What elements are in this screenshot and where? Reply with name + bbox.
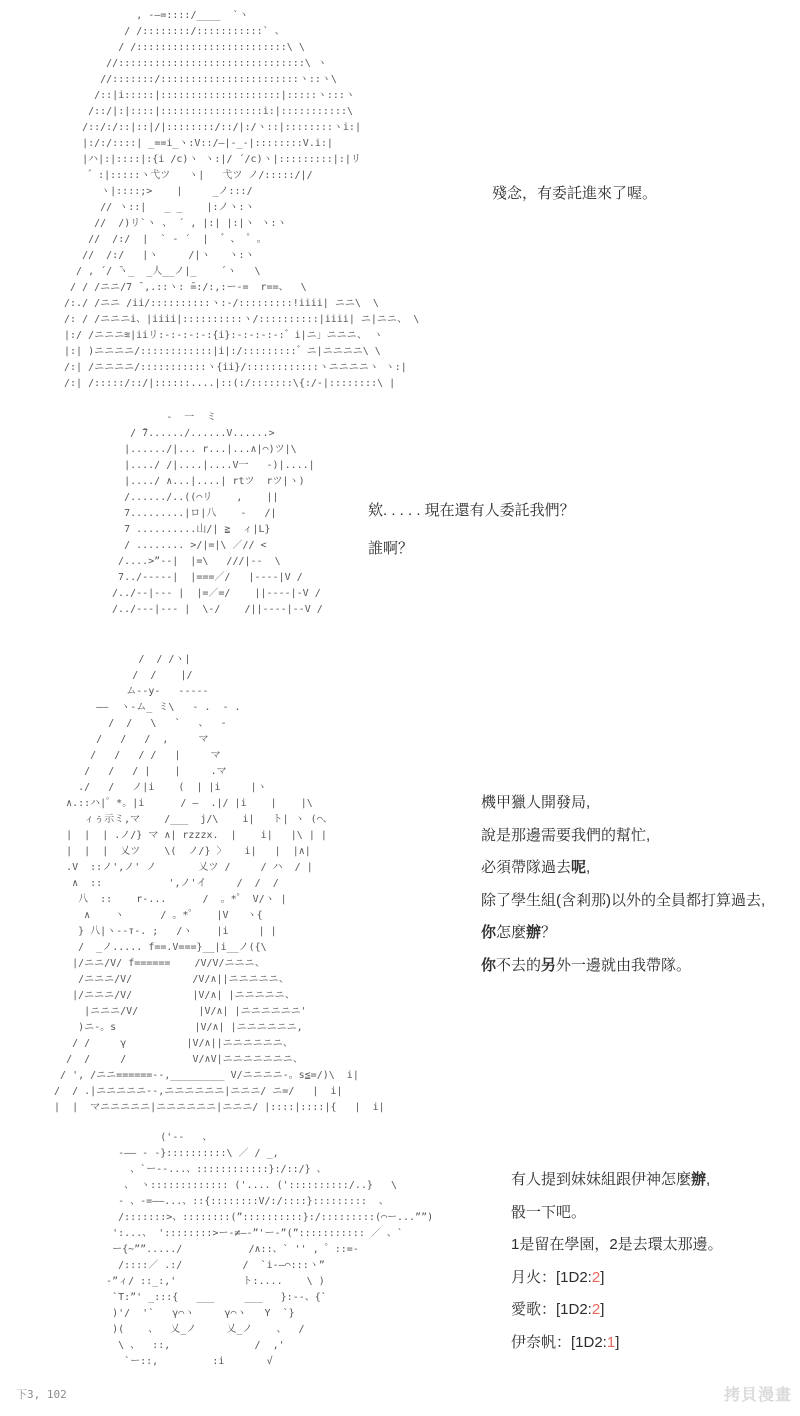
ascii-art-character-beret-girl: , -―=::::/____ `ヽ / /::::::::/:::::::::::` 、 / /:::::::::::::::::::::::::\ \ //:::::::::::::::::::::::::::::::\ ヽ //:::::::/:::::::::::::::::::::::ヽ::ヽ\ /::|i:::::|::::::::::::::::::::|:::::ヽ:::ヽ /::/|:|::::|:::::::::::::::::i:|:::::::::::\ /::/:/::|::|/|::::::::/::/|:/ヽ::|::::::::ヽi:| |:/:/::::| _==i_ヽ:V::/―|-_-|::::::::V.i:| |ハ|:|::::|:{i /c)ヽ ヽ:|/ ´/c)ヽ|:::::::::|:|リ ゛:|:::::ヽ弋ツ ヽ| 弋ツ ノ/:::::/|/ ヽ|::::;> | _ノ:::/ // ヽ::| _ _ |:ノヽ:ヽ // /)リ`ヽ 、 ´ , |:| |:|ヽ ヽ:ヽ // /:/ | ` - ´ | ゛、 ゜。 // /:/ |ヽ /|ヽ ヽ:ヽ / , ´/ ̄ヽ_ _人__ノ|_ ´ヽ \ / / /ニニ/7 ̄ ,.::ヽ: ̄=:/:,:ー-= r==、 \ /:./ /ニニ /ii/::::::::::ヽ:-/:::::::::!iiii| ニニ\ \ /: / /ニニニi、|iiii|::::::::::ヽ/::::::::::|iiii| ニ|ニニ、 \ |:/ /ニニニ≋|iiリ:-:-:-:-:{i}:-:-:-:-:゛i|ニ」ニニニ、 ヽ |:| )ニニニニ/::::::::::::|i|:/:::::::::゛ニ|ニニニニ\ \ /:| /ニニニニ/:::::::::::ヽ{ii}/::::::::::::ヽニニニニヽ ヽ:| /:| /:::::/::/|::::::....|::(:/:::::::\{:/-|::::::::\ |: [58, 10, 420, 389]
dialogue-line: 有人提到妹妹組跟伊神怎麼辦,: [511, 1171, 711, 1188]
dialogue-4: [511, 1164, 723, 1359]
dialogue-line: 必須帶隊過去呢,: [481, 859, 591, 876]
dialogue-line: 骰一下吧。: [511, 1203, 587, 1221]
dialogue-2: [368, 492, 575, 568]
dialogue-line: 伊奈帆：[1D2:1]: [511, 1333, 620, 1351]
dialogue-line: 機甲獵人開發局,: [481, 794, 591, 811]
dialogue-line: 你怎麼辦？: [481, 924, 557, 941]
ascii-art-character-long-hair-girl: / / /ヽ| / / |/ ム--y- ----- ―― ヽ-ム_ ミ\ - . - . / / \ ` 、 - / / / , マ / / / / | マ / / / | | .マ ./ / ノ|i ( | |i |ヽ ∧.::ハ|゜*。|i / ― .|/ |i | |\ ィぅ示ミ,マ /___ j/\ i| ト| ヽ (⌒、 | | | .ノ/} マ ∧| rzzzx. | i| |\ | | | | | 乂ツ \( ノ/} 〉 i| | |∧| .V ::ノ',ノ' ノ 乂ツ / / ハ / | ∧ :: ',ノ'イ / / / 八 :: r-... / 。*゜ V/ヽ | ∧ ヽ / 。*゜ |V ヽ{ } 八|ヽ--т-. ; /ヽ |i | | / _ノ..... f==.V===}__|i__ノ({\ |/ニニ/V/ f====== /V/V/ニニニ、 /ニニニ/V/ /V/∧||ニニニニニ、 |/ニニニ/V/ |V/∧| |ニニニニニ、 |ニニニ/V/ |V/∧| |ニニニニニニ' )ニ-。s |V/∧| |ニニニニニニ, / / γ |V/∧||ニニニニニニ、 / / / V/∧V|ニニニニニニニ、 / ', /ニニ======--,_________ V/ニニニニ-。s≦=/)\ i| / / .|ニニニニニ--,ニニニニニニ|ニニニ/ ニ=/ | i| | | マニニニニニ|ニニニニニニ|ニニニ/ |::::|::::|{ | i|: [42, 654, 385, 1113]
dialogue-line: 月火：[1D2:2]: [511, 1268, 605, 1286]
dialogue-3: [481, 787, 765, 982]
dialogue-line: 你不去的另外一邊就由我帶隊。: [481, 956, 692, 974]
dialogue-line: 說是那邊需要我們的幫忙,: [481, 826, 651, 844]
page-marker: 下3, 102: [16, 1388, 67, 1401]
dialogue-1: [492, 178, 657, 211]
dialogue-line: 愛歌：[1D2:2]: [511, 1301, 605, 1318]
ascii-art-character-swirl-eyes: ('-- 、 -―― - -}::::::::::\ ／ / _, 、`ー--...、::::::::::::}:/::/} 、 、 ヽ::::::::::::: ('.... ('::::::::::/..} \ - 、-=――...、::{::::::::V/:/::::}::::::::: 、 /:::::::>、::::::::(”::::::::::}:/:::::::::(⌒ー...””) ':...、 '::::::::>ー-≠―-”'ー-”(”::::::::::: ／ 、` ー{~””...../ /∧::、` '' , ゜::=- /::::／ .:/ / `i-―⌒:::ヽ” -”ィ/ ::_:,' ト:.... \ ) `T:”' _:::{ ___ ___ }:--、{` )'/ '` γ⌒ヽ γ⌒ヽ Y `} )( 、 乂_ノ 乂_ノ 、 / \ 、 ::, / ,' `ー::, :i √: [88, 1132, 434, 1367]
dialogue-line: 殘念，有委託進來了喔。: [492, 185, 658, 202]
ascii-art-character-small-girl: - 一 ミ / ̄7....../......V......> |....../|... r...|...∧|⌒)ツ|\ |..../ /|....|....V一 -)|....| |..../ ∧...|....| rtツ rツ|ヽ) /....../..((⌒リ , || 7.........|ロ|八 - /| 7 ..........山/| ≧ ィ|L} / ........ >/|=|\ ／// < /....>”--| |=\ ///|-- \ 7../-----| |===／/ |----|V / /../--|--- | |=／=/ ||----|-V / /../---|--- | \-/ /||----|--V /: [100, 412, 323, 615]
dialogue-line: 1是留在學園，2是去環太那邊。: [511, 1236, 723, 1253]
dialogue-line: 欸. . . . . 現在還有人委託我們？: [368, 502, 575, 519]
dialogue-line: 誰啊？: [368, 540, 414, 557]
dialogue-line: 除了學生組(含剎那)以外的全員都打算過去,: [481, 891, 766, 909]
watermark: 拷貝漫畫: [723, 1387, 792, 1404]
